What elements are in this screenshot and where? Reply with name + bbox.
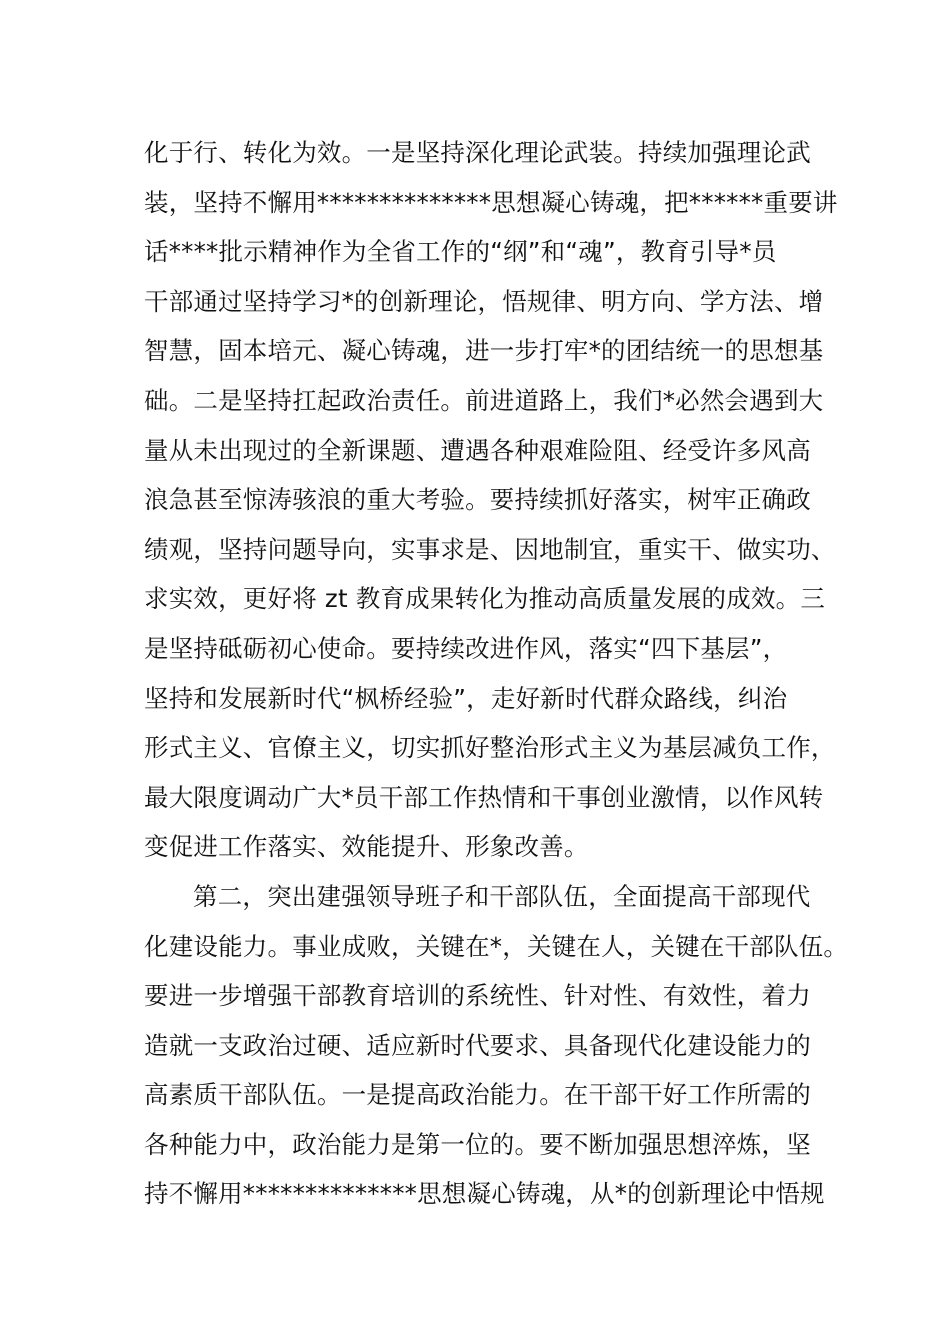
text-line: 础。二是坚持扛起政治责任。前进道路上，我们*必然会遇到大	[144, 385, 824, 415]
text-line: 绩观，坚持问题导向，实事求是、因地制宜，重实干、做实功、	[144, 534, 836, 564]
text-line: 最大限度调动广大*员干部工作热情和干事创业激情，以作风转	[144, 782, 824, 812]
text-line: 话****批示精神作为全省工作的“纲”和“魂”，教育引导*员	[144, 237, 777, 267]
text-line: 化建设能力。事业成败，关键在*，关键在人，关键在干部队伍。	[144, 931, 849, 961]
text-line: 是坚持砥砺初心使命。要持续改进作风，落实“四下基层”，	[144, 633, 788, 663]
text-line: 变促进工作落实、效能提升、形象改善。	[144, 832, 589, 862]
text-line: 各种能力中，政治能力是第一位的。要不断加强思想淬炼，坚	[144, 1129, 811, 1159]
text-line: 量从未出现过的全新课题、遭遇各种艰难险阻、经受许多风高	[144, 435, 811, 465]
text-line: 坚持和发展新时代“枫桥经验”，走好新时代群众路线，纠治	[144, 683, 788, 713]
text-line: 持不懈用**************思想凝心铸魂，从*的创新理论中悟规	[144, 1179, 825, 1209]
text-line: 高素质干部队伍。一是提高政治能力。在干部干好工作所需的	[144, 1080, 811, 1110]
body-text	[144, 128, 849, 1219]
text-line: 装，坚持不懈用**************思想凝心铸魂，把******重要讲	[144, 187, 838, 217]
text-line: 化于行、转化为效。一是坚持深化理论武装。持续加强理论武	[144, 138, 811, 167]
text-line: 干部通过坚持学习*的创新理论，悟规律、明方向、学方法、增	[144, 286, 824, 316]
text-line: 浪急甚至惊涛骇浪的重大考验。要持续抓好落实，树牢正确政	[144, 485, 811, 515]
text-line: 造就一支政治过硬、适应新时代要求、具备现代化建设能力的	[144, 1030, 811, 1060]
text-line: 形式主义、官僚主义，切实抓好整治形式主义为基层减负工作，	[144, 733, 836, 763]
text-line: 智慧，固本培元、凝心铸魂，进一步打牢*的团结统一的思想基	[144, 336, 824, 366]
paragraph-start-line: 第二，突出建强领导班子和干部队伍，全面提高干部现代	[193, 881, 811, 911]
text-line: 要进一步增强干部教育培训的系统性、针对性、有效性，着力	[144, 981, 811, 1011]
text-line: 求实效，更好将 zt 教育成果转化为推动高质量发展的成效。三	[144, 584, 826, 614]
